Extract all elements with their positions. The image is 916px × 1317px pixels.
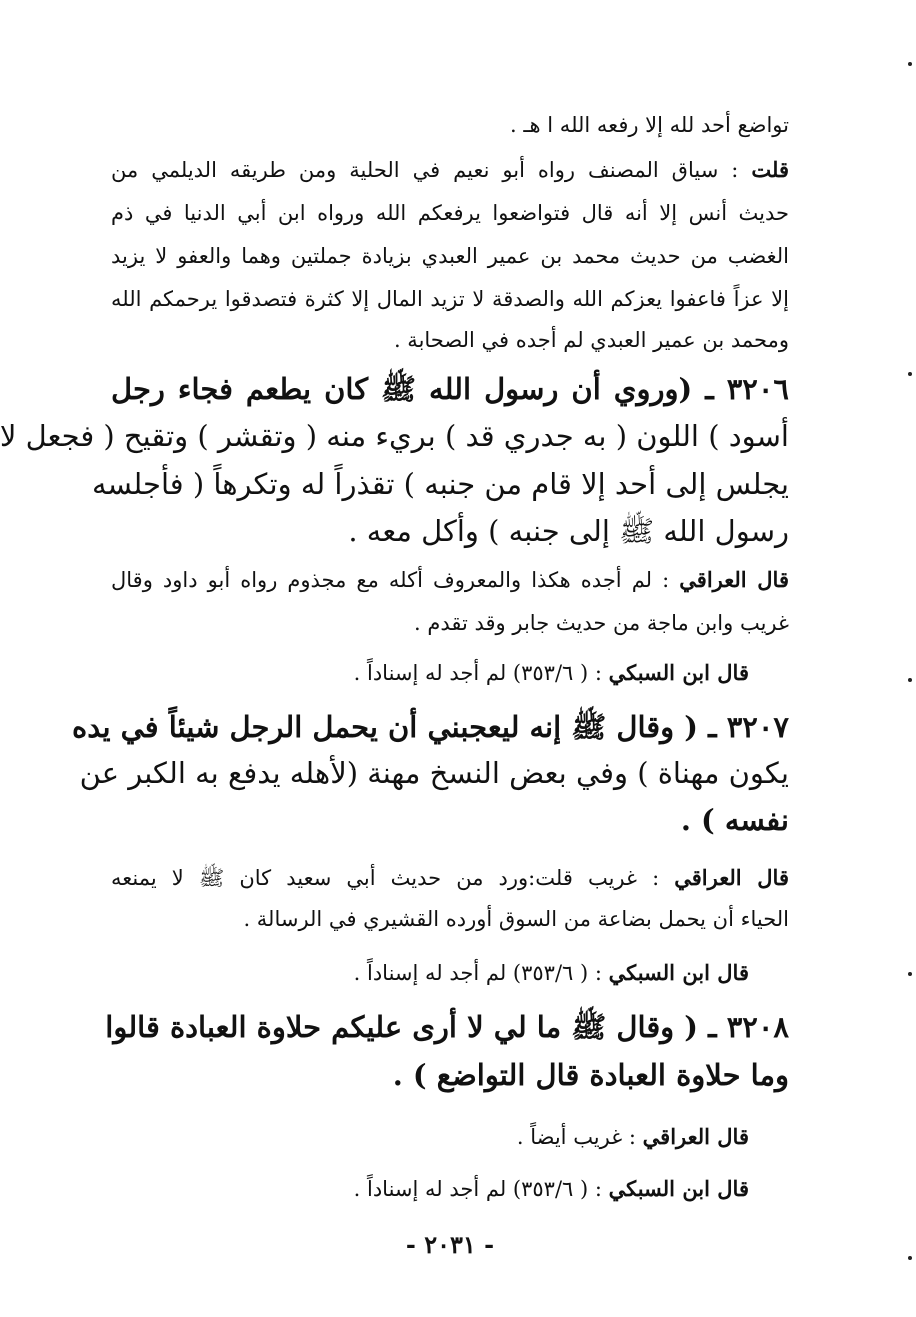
speaker-label: قال العراقي xyxy=(642,1124,749,1149)
speaker-label: قال العراقي xyxy=(679,567,789,592)
speaker-label: قال العراقي xyxy=(674,865,789,890)
page-number: - ٢٠٣١ - xyxy=(405,1230,495,1259)
commentary-line xyxy=(111,861,789,895)
margin-dot xyxy=(908,972,912,976)
commentary-line: الحياء أن يحمل بضاعة من السوق أورده القشيري في الرسالة . xyxy=(243,907,789,931)
commentary-line xyxy=(111,1172,749,1206)
speaker-label: قال ابن السبكي xyxy=(608,960,749,985)
line-text: : ( ٣٥٣/٦) لم أجد له إسناداً . xyxy=(353,1177,609,1201)
hadith-line: أسود ) اللون ( به جدري قد ) بريء منه ( وتقشر ) وتقيح ( فجعل لا xyxy=(0,419,789,453)
book-page xyxy=(0,108,789,1259)
hadith-line: يجلس إلى أحد إلا قام من جنبه ) تقذراً له وتكرهاً ( فأجلسه xyxy=(92,467,789,501)
line-text: : ( ٣٥٣/٦) لم أجد له إسناداً . xyxy=(353,661,609,685)
commentary-line xyxy=(111,1120,749,1154)
margin-dot xyxy=(908,1256,912,1260)
hadith-line: وما حلاوة العبادة قال التواضع ) . xyxy=(392,1058,789,1092)
margin-dot xyxy=(908,678,912,682)
hadith-line: ٣٢٠٨ ـ ( وقال ﷺ ما لي لا أرى عليكم حلاوة العبادة قالوا xyxy=(105,1010,789,1044)
hadith-line: ٣٢٠٦ ـ (وروي أن رسول الله ﷺ كان يطعم فجاء رجل xyxy=(111,372,789,406)
commentary-line: ومحمد بن عمير العبدي لم أجده في الصحابة . xyxy=(393,328,789,352)
commentary-line: إلا عزاً فاعفوا يعزكم الله والصدقة لا تزيد المال إلا كثرة فتصدقوا يرحمكم الله xyxy=(111,287,789,311)
commentary-line: غريب وابن ماجة من حديث جابر وقد تقدم . xyxy=(413,611,789,635)
speaker-label: قال ابن السبكي xyxy=(608,1176,749,1201)
commentary-line xyxy=(111,563,789,597)
line-text: : غريب قلت:ورد من حديث أبي سعيد كان ﷺ لا يمنعه xyxy=(111,866,675,890)
speaker-label: قلت xyxy=(751,157,789,182)
hadith-line: يكون مهناة ) وفي بعض النسخ مهنة (لأهله يدفع به الكبر عن xyxy=(79,756,789,790)
hadith-line: رسول الله ﷺ إلى جنبه ) وأكل معه . xyxy=(348,514,789,548)
commentary-line: الغضب من حديث محمد بن عمير العبدي بزيادة جملتين وهما والعفو لا يزيد xyxy=(111,244,789,268)
margin-dot xyxy=(908,372,912,376)
line-text: : لم أجده هكذا والمعروف أكله مع مجذوم رواه أبو داود وقال xyxy=(111,568,680,592)
line-text: : ( ٣٥٣/٦) لم أجد له إسناداً . xyxy=(353,961,609,985)
commentary-line xyxy=(111,956,749,990)
line-text: : سياق المصنف رواه أبو نعيم في الحلية ومن طريقه الديلمي من xyxy=(111,158,752,182)
commentary-line xyxy=(111,656,749,690)
hadith-line: نفسه ) . xyxy=(680,803,789,837)
margin-dot xyxy=(908,62,912,66)
hadith-line: ٣٢٠٧ ـ ( وقال ﷺ إنه ليعجبني أن يحمل الرجل شيئاً في يده xyxy=(72,710,789,744)
speaker-label: قال ابن السبكي xyxy=(608,660,749,685)
commentary-line: حديث أنس إلا أنه قال فتواضعوا يرفعكم الله ورواه ابن أبي الدنيا في ذم xyxy=(111,201,789,225)
commentary-line: تواضع أحد لله إلا رفعه الله ا هـ . xyxy=(510,113,789,137)
line-text: : غريب أيضاً . xyxy=(516,1125,643,1149)
commentary-line xyxy=(111,153,789,187)
